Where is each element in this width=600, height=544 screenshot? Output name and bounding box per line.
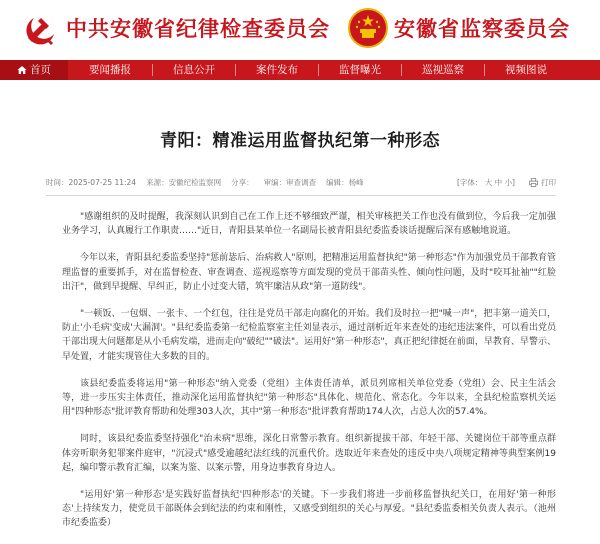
nav-item-home[interactable]	[0, 60, 68, 80]
nav-item-case-release[interactable]: 案件发布	[256, 64, 298, 76]
nav-item-news[interactable]: 要闻播报	[89, 64, 131, 76]
article-paragraph: "感谢组织的及时提醒，我深刻认识到自己在工作上还不够细致严谨，相关审核把关工作也没有做到位，今后我一定加强业务学习，认真履行工作职责……"近日，青阳县某单位一名副局长被青阳县纪委监委谈话提醒后深有感触地说道。	[62, 212, 556, 237]
article-source: 来源：安徽纪检监察网	[146, 178, 222, 187]
font-size-label: [字体：	[456, 178, 483, 187]
article-paragraph: "一顿饭、一包烟、一张卡、一个红包，往往是党员干部走向腐化的开始。我们及时拉一把"喊一声"，把丰第一道关口，防止'小毛病'变成'大漏洞'。"县纪委监委第一纪检监察室主任刘显表示，通过剖析近年来查处的违纪违法案件，可以看出党员干部出现大问题都是从小毛病发端，进而走向"破纪""破法"。运用好"第一种形态"，真正把纪律挺在前面，早教育、早警示、早处置，才能实现管住大多数的目的。	[62, 309, 556, 362]
font-size-small[interactable]: 小]	[504, 178, 515, 187]
font-size-medium[interactable]: 中	[494, 178, 503, 187]
nav-item-label: 首页	[30, 64, 51, 76]
print-button[interactable]	[529, 177, 556, 188]
article-paragraph: 该县纪委监委将运用"第一种形态"纳入党委（党组）主体责任清单，派员列席相关单位党委（党组）会、民主生活会等，进一步压实主体责任，推动深化运用监督执纪"第一种形态"具体化、规范化、常态化。今年以来，全县纪检监察机关运用"四种形态"批评教育帮助和处理303人次，其中"第一种形态"批评教育帮助174人次，占总人次的57.4%。	[62, 378, 556, 418]
national-emblem-icon	[348, 8, 388, 48]
main-nav	[0, 60, 600, 80]
share-label: 分享：	[231, 178, 254, 187]
state-org-logo[interactable]	[348, 8, 570, 48]
article-meta	[46, 177, 556, 188]
party-org-logo[interactable]	[20, 8, 330, 48]
nav-item-info-disclosure[interactable]: 信息公开	[173, 64, 215, 76]
state-org-name: 安徽省监察委员会	[394, 16, 570, 41]
article-body	[62, 210, 556, 544]
party-org-name: 中共安徽省纪律检查委员会	[66, 16, 330, 41]
nav-item-exposure[interactable]: 监督曝光	[339, 64, 381, 76]
reviewer: 审编：审查调查	[263, 178, 317, 187]
meta-divider	[46, 195, 556, 196]
party-emblem-icon	[20, 8, 60, 48]
article-paragraph: 今年以来，青阳县纪委监委坚持"惩前毖后、治病救人"原则，把精准运用监督执纪"第一种形态"作为加强党员干部教育管理监督的重要抓手，对在监督检查、审查调查、巡视巡察等方面发现的党员干部苗头性、倾向性问题，及时"咬耳扯袖""红脸出汗"，做到早提醒、早纠正，防止小过变大错，筑牢廉洁从政"第一道防线"。	[62, 253, 556, 292]
nav-item-inspection[interactable]: 巡视巡察	[422, 64, 464, 76]
article-title: 青阳：精准运用监督执纪第一种形态	[160, 131, 440, 151]
article-paragraph: "运用好'第一种形态'是实践好监督执纪'四种形态'的关键。下一步我们将进一步前移监督执纪关口，在用好'第一种形态'上持续发力，使党员干部既体会到纪法的约束和刚性，又感受到组织的关心与厚爱。"县纪委监委相关负责人表示。（池州市纪委监委）	[62, 490, 556, 529]
editor: 编辑：杨峰	[326, 178, 364, 187]
site-header	[0, 0, 600, 58]
nav-item-video[interactable]: 视频图说	[505, 64, 547, 76]
font-size-large[interactable]: 大	[484, 178, 493, 187]
print-label: 打印	[541, 178, 556, 187]
article-paragraph: 同时，该县纪委监委坚持强化"治未病"思维，深化日常警示教育。组织新提拔干部、年轻干部、关键岗位干部等重点群体旁听职务犯罪案件庭审，"沉浸式"感受逾越纪法红线的沉重代价。选取近年来查处的违反中央八项规定精神等典型案例19起，编印警示教育汇编，以案为鉴、以案示警，用身边事教育身边人。	[62, 434, 556, 473]
home-icon	[17, 65, 27, 75]
printer-icon	[529, 178, 538, 187]
font-size-control	[457, 177, 515, 188]
publish-time: 时间：2025-07-25 11:24	[46, 178, 137, 187]
